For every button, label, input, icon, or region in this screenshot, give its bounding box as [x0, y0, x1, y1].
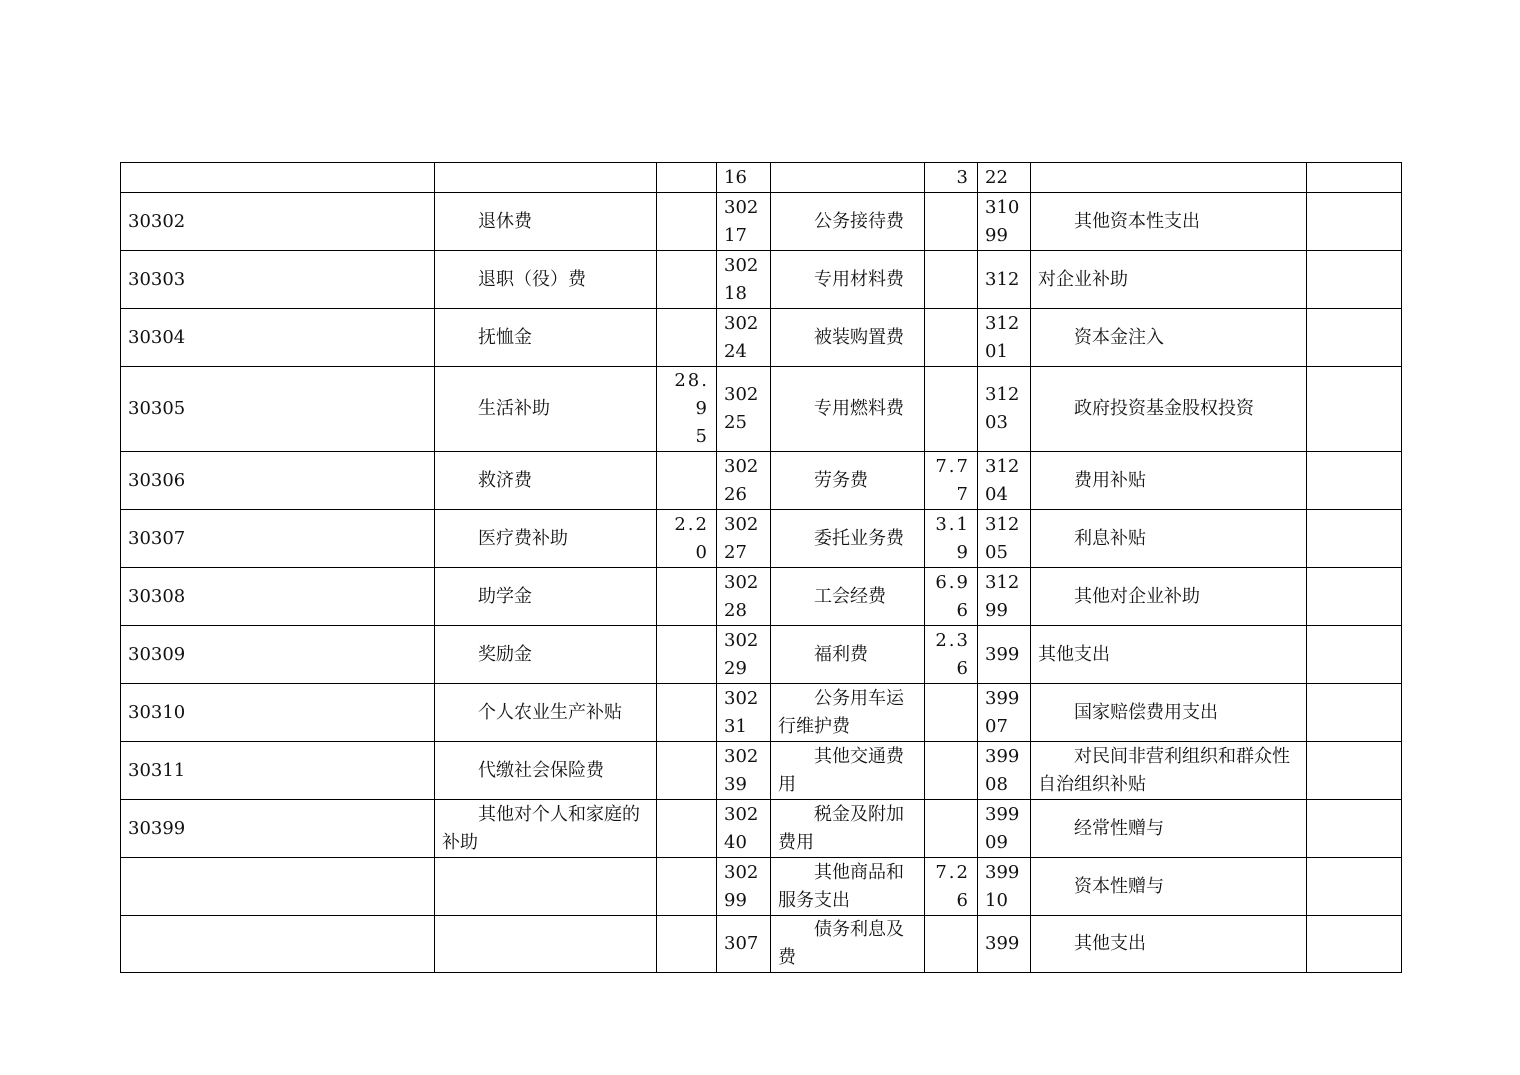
category-code-cell: 30303 — [121, 251, 435, 309]
capital-amount-cell — [1307, 309, 1402, 367]
table-row — [121, 742, 1402, 800]
capital-code-cell: 312 99 — [978, 568, 1031, 626]
capital-code-cell: 399 10 — [978, 858, 1031, 916]
table-row — [121, 568, 1402, 626]
goods-name-cell: 福利费 — [771, 626, 925, 684]
goods-code-cell: 302 40 — [717, 800, 771, 858]
category-name-cell: 个人农业生产补贴 — [435, 684, 657, 742]
category-name-cell: 退职（役）费 — [435, 251, 657, 309]
goods-code-cell: 302 29 — [717, 626, 771, 684]
goods-name-cell: 税金及附加费用 — [771, 800, 925, 858]
goods-code-cell: 302 27 — [717, 510, 771, 568]
capital-amount-cell — [1307, 800, 1402, 858]
capital-name-cell: 利息补贴 — [1031, 510, 1307, 568]
capital-code-cell: 310 99 — [978, 193, 1031, 251]
capital-amount-cell — [1307, 626, 1402, 684]
goods-name-cell: 公务用车运行维护费 — [771, 684, 925, 742]
category-code-cell: 30399 — [121, 800, 435, 858]
capital-amount-cell — [1307, 858, 1402, 916]
table-row — [121, 510, 1402, 568]
capital-name-cell: 对企业补助 — [1031, 251, 1307, 309]
capital-code-cell: 399 — [978, 916, 1031, 973]
category-code-cell: 30302 — [121, 193, 435, 251]
capital-amount-cell — [1307, 684, 1402, 742]
capital-code-cell: 312 05 — [978, 510, 1031, 568]
goods-name-cell: 委托业务费 — [771, 510, 925, 568]
category-amount-cell: 28.9 5 — [657, 367, 717, 452]
capital-name-cell: 经常性赠与 — [1031, 800, 1307, 858]
goods-amount-cell — [925, 309, 978, 367]
goods-amount-cell — [925, 684, 978, 742]
table-row — [121, 800, 1402, 858]
table-row — [121, 452, 1402, 510]
category-code-cell: 30309 — [121, 626, 435, 684]
category-amount-cell — [657, 800, 717, 858]
table-row — [121, 916, 1402, 973]
capital-name-cell: 对民间非营利组织和群众性自治组织补贴 — [1031, 742, 1307, 800]
capital-amount-cell — [1307, 163, 1402, 193]
category-code-cell — [121, 858, 435, 916]
table-row — [121, 684, 1402, 742]
goods-code-cell: 302 25 — [717, 367, 771, 452]
goods-code-cell: 302 99 — [717, 858, 771, 916]
goods-name-cell: 专用燃料费 — [771, 367, 925, 452]
category-amount-cell: 2.20 — [657, 510, 717, 568]
capital-code-cell: 399 07 — [978, 684, 1031, 742]
goods-amount-cell — [925, 251, 978, 309]
category-code-cell: 30307 — [121, 510, 435, 568]
capital-amount-cell — [1307, 568, 1402, 626]
expense-classification-table — [120, 162, 1402, 973]
capital-amount-cell — [1307, 742, 1402, 800]
goods-amount-cell — [925, 916, 978, 973]
table-row — [121, 367, 1402, 452]
capital-name-cell: 费用补贴 — [1031, 452, 1307, 510]
category-amount-cell — [657, 193, 717, 251]
table-row — [121, 163, 1402, 193]
goods-amount-cell — [925, 193, 978, 251]
category-amount-cell — [657, 452, 717, 510]
capital-amount-cell — [1307, 251, 1402, 309]
capital-name-cell: 国家赔偿费用支出 — [1031, 684, 1307, 742]
category-amount-cell — [657, 858, 717, 916]
capital-name-cell: 其他支出 — [1031, 626, 1307, 684]
category-code-cell: 30308 — [121, 568, 435, 626]
goods-code-cell: 302 28 — [717, 568, 771, 626]
table-row — [121, 193, 1402, 251]
capital-amount-cell — [1307, 193, 1402, 251]
category-amount-cell — [657, 684, 717, 742]
goods-amount-cell — [925, 800, 978, 858]
category-code-cell: 30310 — [121, 684, 435, 742]
capital-name-cell: 其他资本性支出 — [1031, 193, 1307, 251]
capital-name-cell: 资本金注入 — [1031, 309, 1307, 367]
capital-amount-cell — [1307, 367, 1402, 452]
category-amount-cell — [657, 309, 717, 367]
capital-name-cell — [1031, 163, 1307, 193]
goods-name-cell — [771, 163, 925, 193]
goods-amount-cell — [925, 742, 978, 800]
goods-name-cell: 专用材料费 — [771, 251, 925, 309]
category-name-cell: 助学金 — [435, 568, 657, 626]
goods-amount-cell — [925, 367, 978, 452]
capital-code-cell: 312 04 — [978, 452, 1031, 510]
table-row — [121, 858, 1402, 916]
category-name-cell: 救济费 — [435, 452, 657, 510]
category-name-cell: 生活补助 — [435, 367, 657, 452]
capital-code-cell: 312 — [978, 251, 1031, 309]
category-name-cell: 抚恤金 — [435, 309, 657, 367]
category-code-cell: 30304 — [121, 309, 435, 367]
category-name-cell: 代缴社会保险费 — [435, 742, 657, 800]
category-code-cell: 30305 — [121, 367, 435, 452]
capital-name-cell: 其他对企业补助 — [1031, 568, 1307, 626]
capital-code-cell: 399 — [978, 626, 1031, 684]
goods-name-cell: 被装购置费 — [771, 309, 925, 367]
goods-code-cell: 16 — [717, 163, 771, 193]
category-name-cell: 其他对个人和家庭的补助 — [435, 800, 657, 858]
goods-name-cell: 其他商品和服务支出 — [771, 858, 925, 916]
goods-name-cell: 劳务费 — [771, 452, 925, 510]
capital-amount-cell — [1307, 510, 1402, 568]
goods-code-cell: 302 24 — [717, 309, 771, 367]
goods-amount-cell: 3 — [925, 163, 978, 193]
goods-name-cell: 工会经费 — [771, 568, 925, 626]
capital-name-cell: 其他支出 — [1031, 916, 1307, 973]
capital-amount-cell — [1307, 916, 1402, 973]
goods-amount-cell: 3.1 9 — [925, 510, 978, 568]
category-amount-cell — [657, 251, 717, 309]
category-amount-cell — [657, 742, 717, 800]
category-amount-cell — [657, 916, 717, 973]
goods-code-cell: 302 39 — [717, 742, 771, 800]
category-amount-cell — [657, 163, 717, 193]
goods-code-cell: 307 — [717, 916, 771, 973]
category-name-cell — [435, 163, 657, 193]
capital-code-cell: 399 08 — [978, 742, 1031, 800]
capital-code-cell: 312 03 — [978, 367, 1031, 452]
goods-name-cell: 公务接待费 — [771, 193, 925, 251]
table-row — [121, 251, 1402, 309]
category-code-cell: 30306 — [121, 452, 435, 510]
goods-amount-cell: 6.9 6 — [925, 568, 978, 626]
category-code-cell — [121, 916, 435, 973]
category-amount-cell — [657, 568, 717, 626]
capital-code-cell: 312 01 — [978, 309, 1031, 367]
goods-amount-cell: 7.7 7 — [925, 452, 978, 510]
goods-amount-cell: 2.3 6 — [925, 626, 978, 684]
table-row — [121, 309, 1402, 367]
category-name-cell — [435, 916, 657, 973]
category-code-cell — [121, 163, 435, 193]
capital-name-cell: 政府投资基金股权投资 — [1031, 367, 1307, 452]
goods-code-cell: 302 31 — [717, 684, 771, 742]
goods-code-cell: 302 17 — [717, 193, 771, 251]
goods-code-cell: 302 18 — [717, 251, 771, 309]
category-amount-cell — [657, 626, 717, 684]
category-name-cell: 奖励金 — [435, 626, 657, 684]
goods-code-cell: 302 26 — [717, 452, 771, 510]
category-name-cell — [435, 858, 657, 916]
goods-name-cell: 其他交通费用 — [771, 742, 925, 800]
goods-name-cell: 债务利息及费 — [771, 916, 925, 973]
table-row — [121, 626, 1402, 684]
category-name-cell: 医疗费补助 — [435, 510, 657, 568]
capital-amount-cell — [1307, 452, 1402, 510]
goods-amount-cell: 7.2 6 — [925, 858, 978, 916]
category-name-cell: 退休费 — [435, 193, 657, 251]
capital-code-cell: 399 09 — [978, 800, 1031, 858]
capital-code-cell: 22 — [978, 163, 1031, 193]
category-code-cell: 30311 — [121, 742, 435, 800]
capital-name-cell: 资本性赠与 — [1031, 858, 1307, 916]
